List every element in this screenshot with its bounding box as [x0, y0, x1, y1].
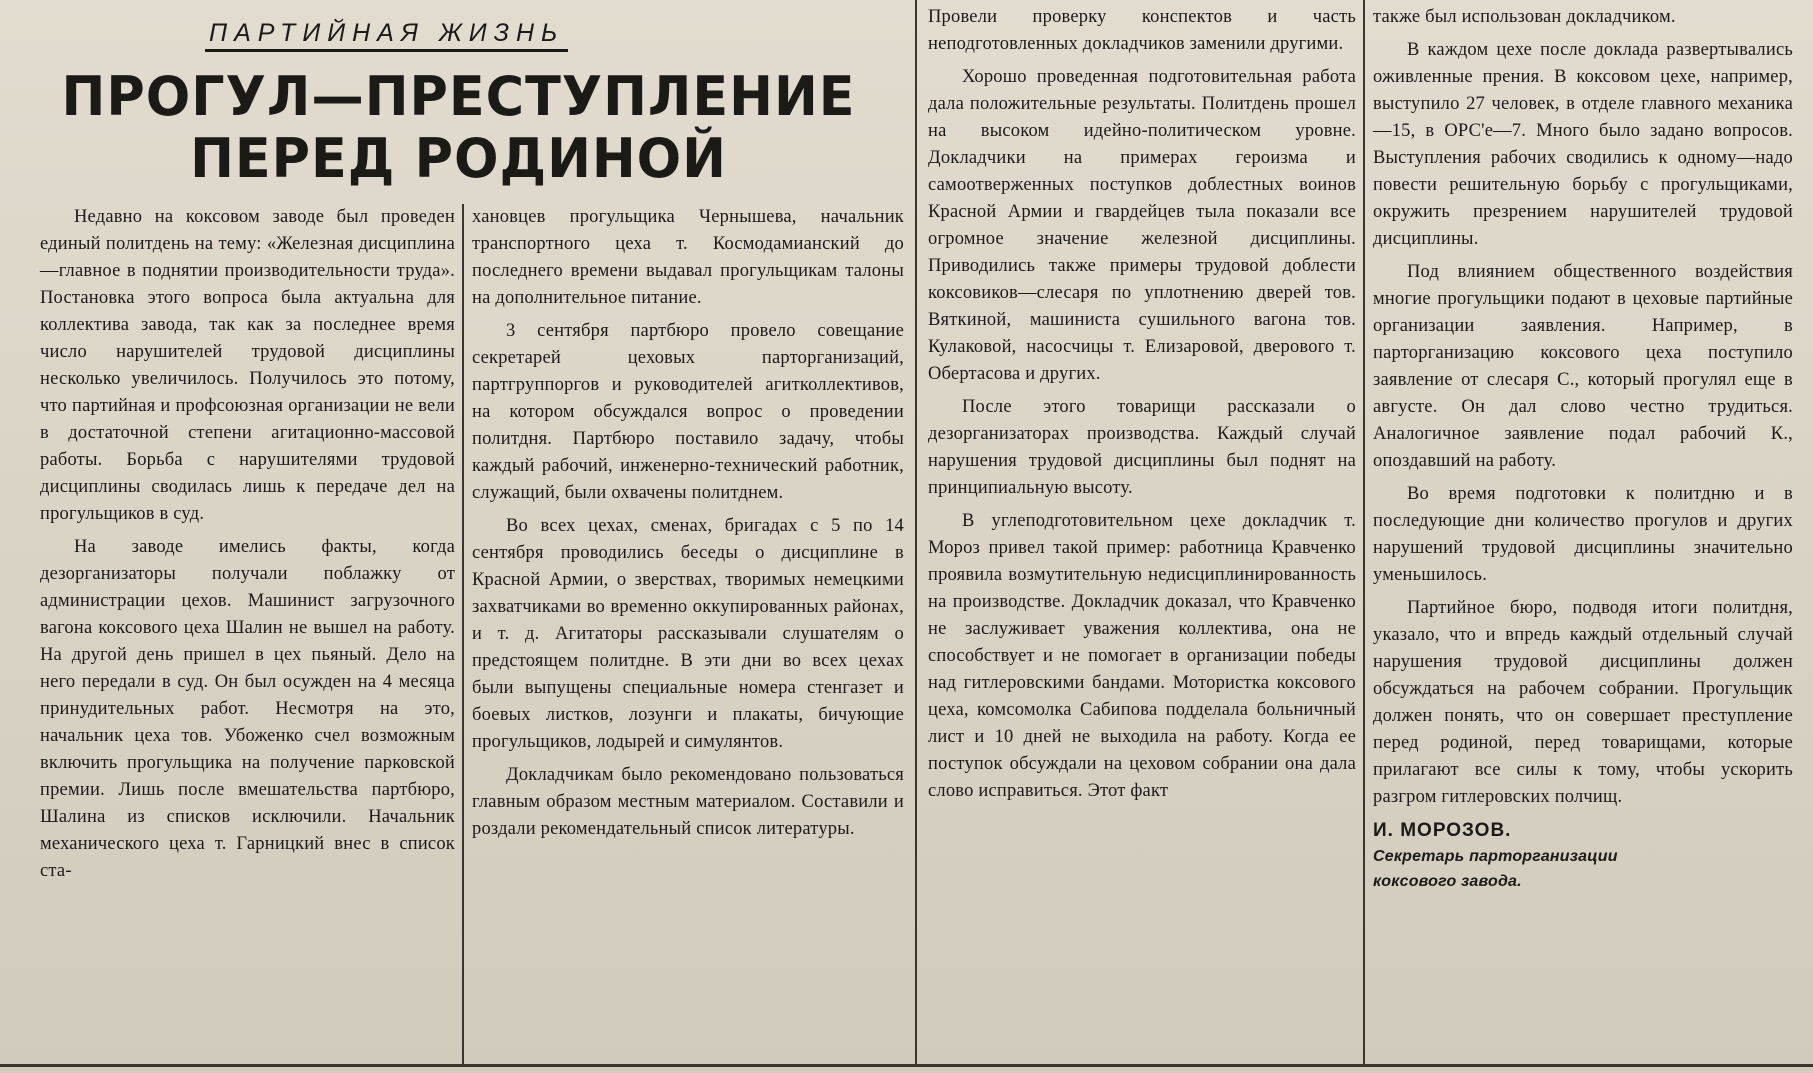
paragraph: В каждом цехе после доклада развертывались оживленные прения. В коксовом цехе, например, выступило 27 человек, в отделе главного механика—15, в ОРС'е—7. Много было задано вопросов. Выступления рабочих сводились к одному—надо повести решительную борьбу с прогульщиками, окружить презрением нарушителей трудовой дисциплины. [1373, 40, 1793, 249]
column-rule [915, 0, 917, 1064]
article-column-2 [472, 204, 904, 849]
author-role-line-2: коксового завода. [1373, 873, 1522, 890]
paragraph: Хорошо проведенная подготовительная работа дала положительные результаты. Политдень прошел на высоком идейно-политическом уровне. Докладчики на примерах героизма и самоотверженных поступков доблестных воинов Красной Армии и гвардейцев тыла показали все огромное значение железной дисциплины. Приводились также примеры трудовой доблести коксовиков—слесаря по уплотнению дверей тов. Вяткиной, машиниста сушильного вагона тов. Кулаковой, насосчицы т. Елизаровой, дверового т. Обертасова и других. [928, 67, 1356, 384]
paragraph: Партийное бюро, подводя итоги политдня, указало, что и впредь каждый отдельный случай нарушения трудовой дисциплины должен обсуждаться на рабочем собрании. Прогульщик должен понять, что он совершает преступление перед родиной, перед товарищами, которые прилагают все силы к тому, чтобы ускорить разгром гитлеровских полчищ. [1373, 598, 1793, 807]
author-role [1373, 844, 1793, 894]
paragraph: Во всех цехах, сменах, бригадах с 5 по 14 сентября проводились беседы о дисциплине в Красной Армии, о зверствах, творимых немецкими захватчиками во временно оккупированных районах, и т. д. Агитаторы рассказывали слушателям о предстоящем политдне. В эти дни во всех цехах были выпущены специальные номера стенгазет и боевых листков, лозунги и плакаты, бичующие прогульщиков, лодырей и симулянтов. [472, 516, 904, 752]
bottom-rule [0, 1064, 1813, 1067]
paragraph: Провели проверку конспектов и часть неподготовленных докладчиков заменили другими. [928, 7, 1356, 54]
column-rule [1363, 0, 1365, 1064]
paragraph: На заводе имелись факты, когда дезорганизаторы получали поблажку от администрации цехов. Машинист загрузочного вагона коксового цеха Шалин не вышел на работу. На другой день пришел в цех пьяный. Дело на него передали в суд. Он был осужден на 4 месяца принудительных работ. Несмотря на это, начальник цеха тов. Убоженко счел возможным включить прогульщика на получение парковской премии. Лишь после вмешательства партбюро, Шалина из списков исключили. Начальник механического цеха т. Гарницкий внес в список ста- [40, 537, 455, 881]
headline-line-2: ПЕРЕД РОДИНОЙ [190, 127, 727, 190]
paragraph: 3 сентября партбюро провело совещание секретарей цеховых парторганизаций, партгруппоргов и руководителей агитколлективов, на котором обсуждался вопрос о проведении политдня. Партбюро поставило задачу, чтобы каждый рабочий, инженерно-технический работник, служащий, были охвачены политднем. [472, 321, 904, 503]
author-signature: И. МОРОЗОВ. [1373, 820, 1512, 841]
article-header [40, 10, 890, 200]
paragraph: также был использован докладчиком. [1373, 7, 1676, 27]
headline-line-1: ПРОГУЛ—ПРЕСТУПЛЕНИЕ [61, 65, 856, 128]
section-rubric: ПАРТИЙНАЯ ЖИЗНЬ [205, 18, 568, 52]
article-column-4 [1373, 4, 1793, 894]
headline [56, 66, 861, 190]
paragraph: Под влиянием общественного воздействия многие прогульщики подают в цеховые партийные организации заявления. Например, в парторганизацию коксового цеха поступило заявление от слесаря С., который прогулял еще в августе. Он дал слово честно трудиться. Аналогичное заявление подал рабочий К., опоздавший на работу. [1373, 262, 1793, 471]
column-rule [462, 204, 464, 1064]
author-role-line-1: Секретарь парторганизации [1373, 848, 1618, 865]
paragraph: В углеподготовительном цехе докладчик т. Мороз привел такой пример: работница Кравченко проявила возмутительную недисциплинированность на производстве. Докладчик доказал, что Кравченко не заслуживает уважения коллектива, она не способствует и не помогает в организации победы над гитлеровскими бандами. Мотористка коксового цеха, комсомолка Сабипова подделала больничный лист и 10 дней не выходила на работу. Когда ее поступок обсуждали на цеховом собрании она дала слово исправиться. Этот факт [928, 511, 1356, 801]
paragraph: Докладчикам было рекомендовано пользоваться главным образом местным материалом. Составили и роздали рекомендательный список литературы. [472, 765, 904, 839]
paragraph: Во время подготовки к политдню и в последующие дни количество прогулов и других нарушений трудовой дисциплины значительно уменьшилось. [1373, 484, 1793, 585]
paragraph: После этого товарищи рассказали о дезорганизаторах производства. Каждый случай нарушения трудовой дисциплины был поднят на принципиальную высоту. [928, 397, 1356, 498]
paragraph: Недавно на коксовом заводе был проведен единый политдень на тему: «Железная дисциплина—главное в поднятии производительности труда». Постановка этого вопроса была актуальна для коллектива завода, так как за последнее время число нарушителей трудовой дисциплины несколько увеличилось. Получилось это потому, что партийная и профсоюзная организации не вели в достаточной степени агитационно-массовой работы. Борьба с нарушителями трудовой дисциплины сводилась лишь к передаче дел на прогульщиков в суд. [40, 207, 455, 524]
article-column-1 [40, 204, 455, 891]
paragraph: хановцев прогульщика Чернышева, начальник транспортного цеха т. Космодамианский до последнего времени выдавал прогульщикам талоны на дополнительное питание. [472, 207, 904, 308]
article-column-3 [928, 4, 1356, 811]
